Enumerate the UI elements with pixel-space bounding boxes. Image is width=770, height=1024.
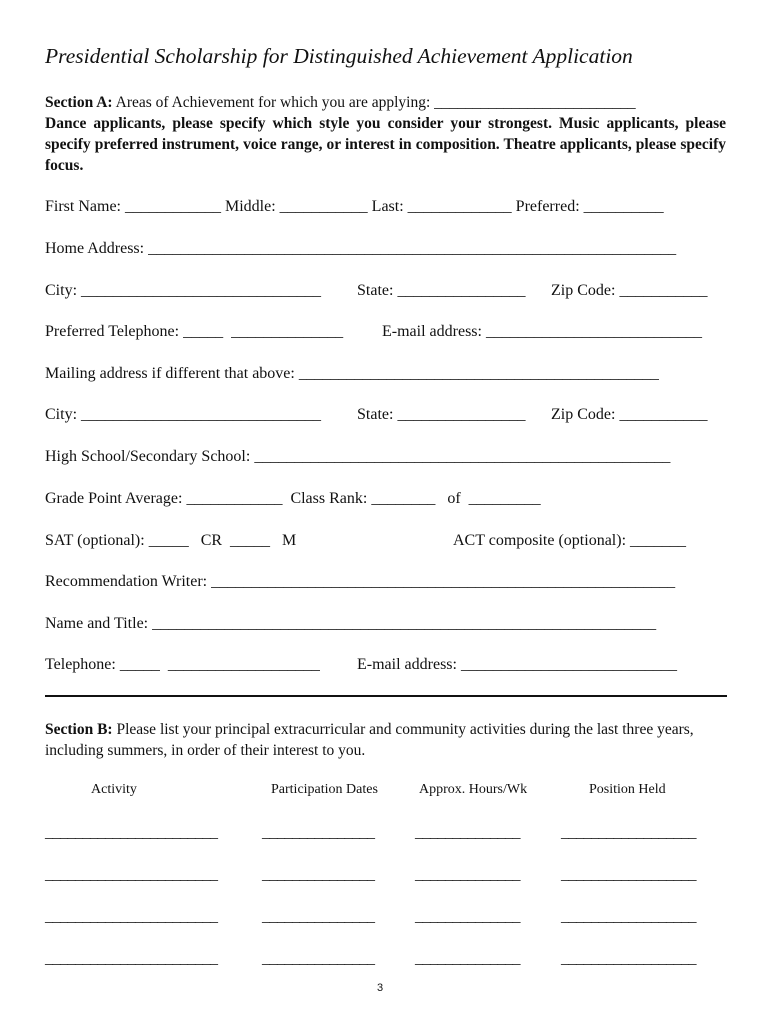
email-field[interactable]: ___________________________: [485, 323, 702, 340]
name-row: [45, 198, 664, 216]
page-title: Presidential Scholarship for Distinguished Achievement Application: [45, 44, 633, 68]
recommender-field[interactable]: __________________________________________________________: [211, 573, 676, 590]
last-name-field[interactable]: _____________: [407, 198, 512, 215]
email-label: E-mail address:: [382, 323, 482, 340]
section-divider: [45, 695, 727, 697]
phone-area-field[interactable]: _____: [183, 323, 224, 340]
section-b-text: Please list your principal extracurricular and community activities during the last three years, including summers, in order of their interest to you.: [45, 721, 694, 759]
mailing-zip-field[interactable]: ___________: [619, 406, 708, 423]
zip-field[interactable]: ___________: [619, 282, 708, 299]
mailing-address-label: Mailing address if different that above:: [45, 365, 295, 382]
column-header-hours: Approx. Hours/Wk: [419, 782, 528, 797]
recommender-row: [45, 573, 675, 591]
mailing-city-row: [45, 406, 321, 424]
cr-field[interactable]: _____: [230, 532, 271, 549]
preferred-name-label: Preferred:: [515, 198, 580, 215]
class-rank-field[interactable]: ________: [371, 490, 436, 507]
position-field[interactable]: __________________: [561, 950, 696, 967]
home-address-field[interactable]: __________________________________________________________________: [148, 240, 677, 257]
section-b-label: Section B:: [45, 721, 113, 738]
cr-label: CR: [200, 532, 223, 549]
hours-field[interactable]: ______________: [415, 950, 520, 967]
school-label: High School/Secondary School:: [45, 448, 251, 465]
mailing-zip-label: Zip Code:: [551, 406, 616, 423]
m-label: M: [282, 532, 297, 549]
mailing-address-field[interactable]: _____________________________________________: [298, 365, 659, 382]
dates-field[interactable]: _______________: [262, 950, 375, 967]
phone-number-field[interactable]: ______________: [231, 323, 344, 340]
rec-phone-area-field[interactable]: _____: [119, 656, 160, 673]
section-a: [45, 92, 726, 176]
state-group: [357, 282, 525, 300]
mailing-city-field[interactable]: ______________________________: [81, 406, 322, 423]
column-header-position: Position Held: [589, 782, 666, 797]
last-name-label: Last:: [371, 198, 404, 215]
school-field[interactable]: ____________________________________________________: [254, 448, 671, 465]
middle-name-field[interactable]: ___________: [279, 198, 368, 215]
act-group: [453, 532, 686, 550]
section-a-instructions: Dance applicants, please specify which style you consider your strongest. Music applicants, please specify preferred instrument, voice range, or interest in composition. Theatre applicants, please specify focus.: [45, 115, 726, 174]
position-field[interactable]: __________________: [561, 908, 696, 925]
dates-field[interactable]: _______________: [262, 908, 375, 925]
activity-field[interactable]: _______________________: [45, 950, 218, 967]
rec-email-group: [357, 656, 677, 674]
first-name-field[interactable]: ____________: [125, 198, 221, 215]
rec-email-label: E-mail address:: [357, 656, 457, 673]
class-size-label: of: [447, 490, 461, 507]
gpa-label: Grade Point Average:: [45, 490, 183, 507]
preferred-name-field[interactable]: __________: [583, 198, 664, 215]
name-title-field[interactable]: _______________________________________________________________: [152, 615, 657, 632]
phone-row: [45, 323, 343, 341]
middle-name-label: Middle:: [225, 198, 276, 215]
position-field[interactable]: __________________: [561, 866, 696, 883]
mailing-state-label: State:: [357, 406, 394, 423]
section-b: [45, 719, 727, 761]
state-field[interactable]: ________________: [397, 282, 526, 299]
rec-phone-row: [45, 656, 320, 674]
name-title-label: Name and Title:: [45, 615, 149, 632]
column-header-activity: Activity: [91, 782, 137, 797]
sat-label: SAT (optional):: [45, 532, 145, 549]
rec-phone-label: Telephone:: [45, 656, 116, 673]
city-label: City:: [45, 282, 78, 299]
activity-field[interactable]: _______________________: [45, 866, 218, 883]
city-field[interactable]: ______________________________: [81, 282, 322, 299]
mailing-zip-group: [551, 406, 707, 424]
act-field[interactable]: _______: [630, 532, 687, 549]
mailing-state-group: [357, 406, 525, 424]
activity-field[interactable]: _______________________: [45, 824, 218, 841]
hours-field[interactable]: ______________: [415, 824, 520, 841]
gpa-row: [45, 490, 541, 508]
zip-label: Zip Code:: [551, 282, 616, 299]
dates-field[interactable]: _______________: [262, 866, 375, 883]
phone-label: Preferred Telephone:: [45, 323, 180, 340]
mailing-address-row: [45, 365, 659, 383]
dates-field[interactable]: _______________: [262, 824, 375, 841]
state-label: State:: [357, 282, 394, 299]
class-rank-label: Class Rank:: [290, 490, 368, 507]
mailing-city-label: City:: [45, 406, 78, 423]
home-address-row: [45, 240, 676, 258]
school-row: [45, 448, 670, 466]
mailing-state-field[interactable]: ________________: [397, 406, 526, 423]
section-a-label: Section A:: [45, 94, 113, 111]
zip-group: [551, 282, 707, 300]
recommender-label: Recommendation Writer:: [45, 573, 208, 590]
gpa-field[interactable]: ____________: [186, 490, 283, 507]
email-group: [382, 323, 702, 341]
first-name-label: First Name:: [45, 198, 121, 215]
city-row: [45, 282, 321, 300]
name-title-row: [45, 615, 656, 633]
column-header-dates: Participation Dates: [271, 782, 378, 797]
section-a-text: Areas of Achievement for which you are applying:: [115, 94, 431, 111]
rec-phone-number-field[interactable]: ___________________: [167, 656, 320, 673]
activity-field[interactable]: _______________________: [45, 908, 218, 925]
position-field[interactable]: __________________: [561, 824, 696, 841]
sat-row: [45, 532, 296, 550]
hours-field[interactable]: ______________: [415, 908, 520, 925]
sat-field[interactable]: _____: [148, 532, 189, 549]
page-number: 3: [377, 982, 384, 994]
hours-field[interactable]: ______________: [415, 866, 520, 883]
rec-email-field[interactable]: ___________________________: [460, 656, 677, 673]
act-label: ACT composite (optional):: [453, 532, 627, 549]
class-size-field[interactable]: _________: [468, 490, 541, 507]
achievement-areas-field[interactable]: __________________________: [434, 94, 636, 111]
home-address-label: Home Address:: [45, 240, 145, 257]
